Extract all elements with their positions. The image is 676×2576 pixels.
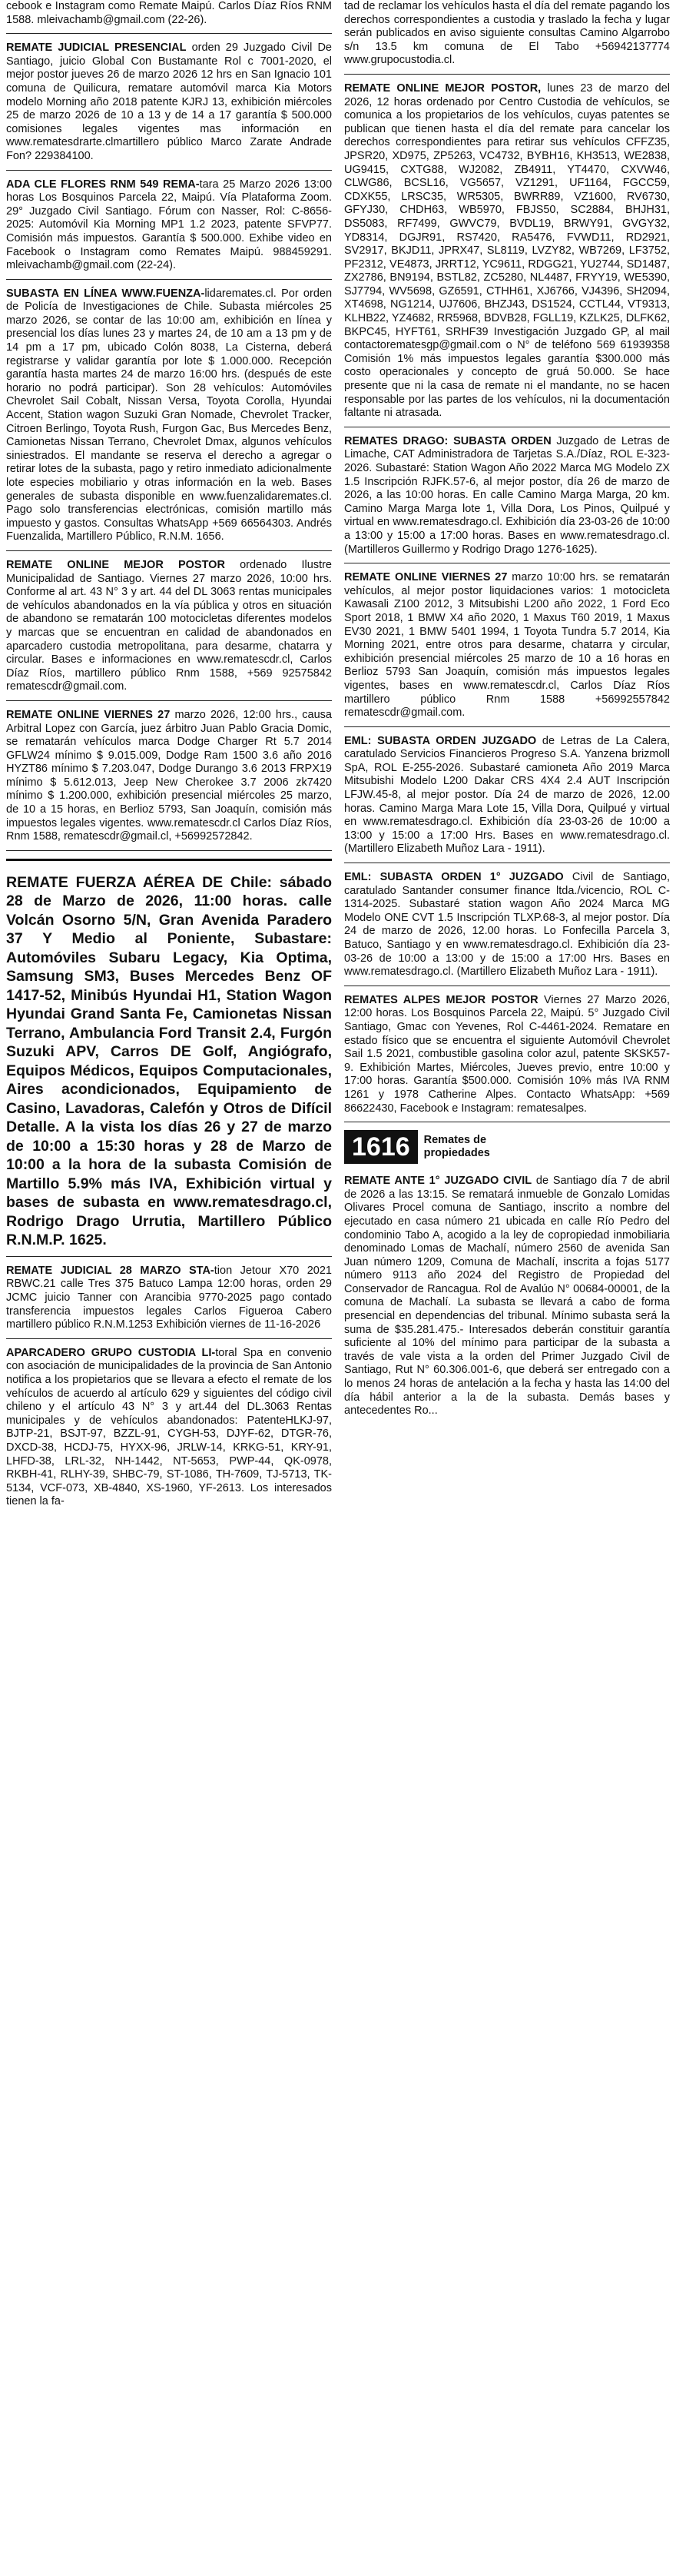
separator <box>6 859 332 861</box>
ad-body: ordenado Ilustre Municipalidad de Santiago. Viernes 27 marzo 2026, 10:00 hrs. Conforme al art. 43 N° 3 y art. 44 del DL 3063 rentas municipales de vehículos abandonados en la vía pública y otros en situación de abandono se rematarán 100 motocicletas diferentes modelos y marcas que se encuentran en calidad de abandonados en aparcadero custodia metropolitana, para desarme, chatarra y circular. Bases e informaciones en www.rematescdr.cl, Carlos Díaz Ríos, martillero público Rnm 1588, +569 92575842 rematescdr@gmail.com. <box>6 558 332 693</box>
section-label <box>424 1134 490 1160</box>
classified-ad-subasta-en-linea <box>6 288 332 551</box>
ad-body: marzo 2026, 12:00 hrs., causa Arbitral Lopez con García, juez árbitro Juan Pablo Gracia Domic, se rematarán vehículos marca Dodge Charger Rt 5.7 2014 GFLW24 mínimo $ 9.015.009, Dodge Ram 1500 3.6 año 2016 HYZT86 mínimo $ 7.203.047, Dodge Durango 3.6 2013 FRPX19 mínimo $ 5.612.013, Jeep New Cherokee 3.7 2006 zk7420 mínimo $ 1.200.000, exhibición presencial miércoles 25 marzo, de 10 a 15 horas, en Berlioz 5793, San Joaquín, comisión más impuestos legales vigentes. www.rematescdr.cl Carlos Díaz Ríos, Rnm 1588, rematescdr@gmail.cl, +56992572842. <box>6 708 332 843</box>
ad-body: sábado 28 de Marzo de 2026, 11:00 horas. calle Volcán Osorno 5/N, Gran Avenida Paradero 37 Y Medio al Poniente, Subastare: Automóviles Subaru Legacy, Kia Optima, Samsung SM3, Buses Mercedes Benz OF 1417-52, Minibús Hyundai H1, Station Wagon Hyundai Grand Santa Fe, Camionetas Nissan Terrano, Ambulancia Ford Transit 2.4, Furgón Suzuki APV, Carros DE Golf, Angiógrafo, Equipos Médicos, Equipos Computacionales, Aires acondicionados, Equipamiento de Casino, Lavadoras, Calefón y Otros de Difícil Detalle. A la vista los días 26 y 27 de marzo de 10:00 a 15:30 horas y 28 de Marzo de 10:00 a la hora de la subasta Comisión de Martillo 5.9% más IVA, Exhibición virtual y bases de subasta en www.rematesdrago.cl, Rodrigo Drago Urrutia, Martillero Público R.N.M.P. 1625. <box>6 873 332 1249</box>
ad-body: de Santiago día 7 de abril de 2026 a las 13:15. Se rematará inmueble de Gonzalo Lomidas Olivares Procel comuna de Santiago, inscrito a nombre del ejecutado en casa número 21 ubicada en calle Río Pedro del condominio Tabo A, acogido a la ley de copropiedad inmobiliaria denominado Lomas de Machalí, número 2560 de avenida San Juan número 1209, Comuna de Machalí, inscrita a fojas 5177 número 9113 año 2024 del Registro de Propiedad del Conservador de Rancagua. Rol de Avalúo N° 00684-00001, de la comuna de Machalí. La subasta se llevará a cabo de forma presencial en dependencias del tribunal. Mínimo subasta será la suma de $35.281.475.- Interesados deberán constituir garantía suficiente al 10% del mínimo para participar de la subasta a través de vale vista a la orden del Primer Juzgado Civil de Santiago, Rut N° 60.306.001-6, que deberá ser entregado con a lo menos 24 horas de antelación a la fecha y hasta las 14:00 del día hábil anterior a la de la subasta. Demás bases y antecedentes Ro... <box>344 1175 670 1418</box>
ad-heading: REMATE ONLINE VIERNES 27 <box>6 708 171 721</box>
classified-ad-remates-drago-limache <box>344 435 670 563</box>
classified-ad-remate-online-lunes-23 <box>344 82 670 427</box>
ad-body: tion Jetour X70 2021 RBWC.21 calle Tres 375 Batuco Lampa 12:00 horas, orden 29 JCMC juicio Tanner con Arancibia 9770-2025 pago contado transferencia impuestos legales Carlos Figueroa Cabero martillero público R.N.M.1253 Exhibición viernes de 11-16-2026 <box>6 1264 333 1331</box>
section-header-remates-propiedades <box>344 1130 670 1164</box>
ad-heading: ADA CLE FLORES RNM 549 REMA- <box>6 178 200 191</box>
classified-ad-remates-alpes <box>344 994 670 1122</box>
classified-ad-remate-maipu-tail <box>6 0 332 34</box>
ad-body: tara 25 Marzo 2026 13:00 horas Los Bosquinos Parcela 22, Maipú. Vía Plataforma Zoom. 29° Juzgado Civil Santiago. Fórum con Nasser, Rol: C-8656-2025: Automóvil Kia Morning MP1 1.2 2023, patente SFVP77. Comisión más impuestos. Garantía $ 500.000. Exhibe video en Facebook o Instagram como Remates Maipú. 988459291. mleivachamb@gmail.com (22-24). <box>6 178 333 272</box>
ad-heading: REMATE JUDICIAL 28 MARZO STA- <box>6 1264 214 1277</box>
ad-heading: SUBASTA EN LÍNEA WWW.FUENZA- <box>6 287 205 300</box>
ad-body: Civil de Santiago, caratulado Santander consumer finance ltda./vicencio, ROL C-1314-2025. Subastaré station wagon Año 2024 Marca MG Modelo ONE CVT 1.5 Inscripción TLXP.68-3, al mejor postor. Día 24 de marzo de 2026, 12.00 horas. Lo Fonfecilla Parcela 3, Batuco, Santiago y en www.rematesdrago.cl. Exhibición día 23-03-26 de 10:00 a 13:00 y de 15:00 a 17:00 Hrs. Bases en www.rematesdrago.cl. (Martillero Elizabeth Muñoz Lara - 1911). <box>344 871 670 979</box>
ad-body: orden 29 Juzgado Civil De Santiago, juicio Global Con Bustamante Rol c 7001-2020, el mejor postor jueves 26 de marzo 2026 12 hrs en San Ignacio 101 comuna de Quilicura, rematare automóvil marca Kia Motors modelo Morning año 2018 patente KJRJ 13, exhibición miércoles 25 de marzo 2026 de 10 a 13 y de 14 a 17 garantía $ 500.000 comisiones legales vigentes mas información en www.rematesdrarte.clmartillero público Marco Zarate Andrade Fon? 229384100. <box>6 42 332 162</box>
classified-ad-eml-la-calera <box>344 735 670 863</box>
left-column <box>6 0 332 1523</box>
ad-body: cebook e Instagram como Remate Maipú. Carlos Díaz Ríos RNM 1588. mleivachamb@gmail.com (22-26). <box>6 0 332 26</box>
ad-body: de Letras de La Calera, caratulado Servicios Financieros Progreso S.A. Yanzena brizmoll SpA, ROL E-255-2026. Subastaré camioneta Año 2019 Marca Mitsubishi Modelo L200 Dakar CRS 4X4 2.4 AUT Inscripción LFJW.45-8, al mejor postor. Día 24 de marzo de 2026, 12.00 horas. Camino Marga Mara Lote 15, Villa Dora, Quilpué y virtual en www.rematesdrago.cl. Exhibición día 23-03-26 de 10:00 a 13:00 y 15:00 a 17:00 Hrs. Bases en www.rematesdrago.cl. (Martillero Elizabeth Muñoz Lara - 1911). <box>344 734 671 856</box>
ad-heading: REMATE ONLINE MEJOR POSTOR <box>6 558 225 571</box>
ad-heading: REMATE ANTE 1° JUZGADO CIVIL <box>344 1175 532 1188</box>
ad-heading: REMATES ALPES MEJOR POSTOR <box>344 993 538 1006</box>
ad-body: lidaremates.cl. Por orden de Policía de Investigaciones de Chile. Subasta miércoles 25 marzo 2026, se contar de las 10:00 am, exhibición en línea y presencial los días lunes 23 y martes 24, de 10 am a 13 pm y de 14 pm a 17 pm, ubicado Colón 8038, La Cisterna, deberá registrarse y validar garantía por lote $ 1.000.000. Recepción garantía hasta martes 24 de marzo 16:00 hrs. (después de este horario no podrá participar). Son 28 vehículos: Automóviles Chevrolet Sail Cobalt, Nissan Versa, Toyota Corolla, Hyundai Accent, Station wagon Suzuki Gran Nomade, Chevrolet Tracker, Citroen Berlingo, Toyota Rush, Furgon Gac, Bus Mercedes Benz, Camionetas Nissan Terrano, Chevrolet Dmax, algunos vehículos siniestrados. El mandante se reserva el derecho a agregar o retirar lotes de la subasta, pago y retiro inmediato adicionalmente lote especies mobiliario y otras información en la web. Bases generales de subasta disponible en www.fuenzalidaremates.cl. Pago solo transferencias electrónicas, comisión martillo más impuesto y gastos. Consultas WhatsApp +569 66564303. Andrés Fuenzalida, Martillero Público, R.N.M. 1656. <box>6 287 333 543</box>
ad-heading: REMATES DRAGO: SUBASTA ORDEN <box>344 434 552 447</box>
section-label-line1: Remates de <box>423 1134 487 1147</box>
ad-heading: REMATE JUDICIAL PRESENCIAL <box>6 42 187 55</box>
ad-heading: REMATE FUERZA AÉREA DE Chile: <box>6 873 273 891</box>
classified-ad-ada-cle-flores <box>6 178 332 280</box>
ad-body: marzo 10:00 hrs. se rematarán vehículos, al mejor postor liquidaciones varios: 1 motocicleta Kawasali Z100 2012, 3 Mitsubishi L200 año 2022, 1 Ford Eco Sport 2018, 1 BMW X4 año 2020, 1 Maxus T60 2019, 1 Maxus EV30 2021, 1 BMW 5401 1994, 1 Toyota Tundra 5.7 2014, Kia Morning 2021, entre otros para desarme, chatarra y circular, exhibición presencial miércoles 25 marzo de 10 a 16 horas en Berlioz 5793 San Joaquín, comisión más impuestos legales vigentes, bases en www.rematescdr.cl, Carlos Díaz Ríos martillero público Rnm 1588 +56992557842 rematescdr@gmail.com. <box>344 571 670 720</box>
ad-heading: REMATE ONLINE VIERNES 27 <box>344 571 508 584</box>
ad-heading: APARCADERO GRUPO CUSTODIA LI- <box>6 1346 216 1359</box>
right-column <box>344 0 670 1432</box>
classified-ad-remate-primer-juzgado-inmueble <box>344 1175 670 1424</box>
section-number: 1616 <box>344 1130 418 1164</box>
classified-ad-remate-judicial-presencial <box>6 42 332 170</box>
ad-body: Juzgado de Letras de Limache, CAT Administradora de Tarjetas S.A./Díaz, ROL E-323-2026. Subastaré: Station Wagon Año 2022 Marca MG Modelo ZX 1.5 Inscripción RJFK.57-6, al mejor postor, día 26 de marzo de 2026, a las 10:00 horas. En calle Camino Marga Marga, 20 km. Camino Marga Marga lote 1, Villa Dora, Los Pinos, Quilpué y virtual en www.rematesdrago.cl. Exhibición día 23-03-26 de 10:00 a 13:00 y 15:00 a 17:00 horas. Bases en www.rematesdrago.cl. (Martilleros Guillermo y Rodrigo Drago 1276-1625). <box>344 434 670 556</box>
classified-ad-remate-judicial-28-marzo <box>6 1265 332 1339</box>
ad-body: toral Spa en convenio con asociación de municipalidades de la provincia de San Antonio notifica a los propietarios que se llevara a efecto el remate de los vehículos de acuerdo al artículo 629 y siguientes del código civil chileno y el artículo 43 N° 3 y art.44 del DL.3063 Rentas municipales y de vehículos abandonados: PatenteHLKJ-97, BJTP-21, BSJT-97, BZZL-91, CYGH-53, DJYF-62, DTGR-76, DXCD-38, HCDJ-75, HYXX-96, JRLW-14, KRKG-51, KRY-91, LHFD-38, LRL-32, NH-1442, NT-5653, PWP-44, QK-0978, RKBH-41, RLHY-39, SHBC-79, ST-1086, TH-7609, TJ-5713, TK-5134, VCF-073, XB-4840, XS-1960, YF-2613. Los interesados tienen la fa- <box>6 1346 333 1508</box>
section-label-line2: propiedades <box>423 1147 490 1160</box>
ad-heading: REMATE ONLINE MEJOR POSTOR, <box>344 81 542 95</box>
classified-ad-remate-online-viernes-27 <box>6 709 332 851</box>
classified-ad-fuerza-aerea <box>6 869 332 1257</box>
ad-heading: EML: SUBASTA ORDEN 1° JUZGADO <box>344 871 564 884</box>
ad-body: tad de reclamar los vehículos hasta el día del remate pagando los derechos correspondientes a custodia y traslado la fecha y lugar serán publicados en aviso siguiente consultas Camino Algarrobo s/n 13.5 km comuna de El Tabo +56942137774 www.grupocustodia.cl. <box>344 0 670 67</box>
classified-ad-grupo-custodia-tail <box>344 0 670 75</box>
classified-ad-aparcadero-grupo-custodia <box>6 1347 332 1515</box>
ad-body: Viernes 27 Marzo 2026, 12:00 horas. Los Bosquinos Parcela 22, Maipú. 5° Juzgado Civil Santiago, Gmac con Yevenes, Rol C-4461-2024. Rematare en estado físico que se encuentra el siguiente Automóvil Chevrolet Sail 1.5 2021, combustible gasolina color azul, patente SKSK57-9. Exhibición Martes, Miércoles, Jueves previo, entre 10:00 y 17:00 horas. Garantía $500.000. Comisión 10% más IVA RNM 1261 y 1978 Catherine Alpes. Contacto WhatsApp: +569 86622430, Facebook e Instagram: rematesalpes. <box>344 993 670 1115</box>
classified-ad-remate-online-viernes-27-liquidaciones <box>344 571 670 727</box>
ad-body: lunes 23 de marzo del 2026, 12 horas ordenado por Centro Custodia de vehículos, se comunica a los propietarios de los vehículos, cuyas patentes se publican que tienen hasta el día del remate para cancelar los derechos correspondientes para retirar sus vehículos CFFZ35, JPSR20, XD975, ZP5263, VC4732, BYBH16, KH3513, WE2838, UG9415, CXTG88, WJ2082, ZB4911, YT4470, CXVW46, CLWG86, BCSL16, VG5657, VZ1291, UF1164, FGCC59, CDXK55, LRSC35, WR5305, BWRR89, VZ1600, RV6730, GFYJ30, CHDH63, WB5970, FBJS50, SC2884, BHJH31, DS5083, RF7499, GWVC79, BVDL19, BRWY91, GVGY32, YD8314, DGJR91, RS7420, RA5476, FVWD11, RD2921, SV2917, BKJD11, JPRX47, SL8119, LVZY82, WB7269, LF3752, PF2312, VE4873, JRRT12, YC9611, RDGG21, YU2744, SD1487, ZX2786, BN9194, BSTL82, ZC5280, NL4487, FRYY19, WE5390, SJ7794, WV5698, GZ6591, CTHH61, XJ6766, VJ4396, SH2094, XT4698, NG1214, UJ7606, BHZJ43, DS1524, CCTL44, VT9313, KLHB22, YZ4682, RR5968, BDVB28, FGLL19, KZLK25, DLFK62, BKPC45, HYFT61, SRHF39 Investigación Juzgado GP, al mail contactorematesgp@gmail.com o N° de teléfono 569 61939358 Comisión 1% más impuestos legales garantía $300.000 más costo operacionales y concepto de gruá 50.000. Se hace presente que ni la casa de remate ni el mandante, no se hacen responsable por las partes de los vehículos, ni la documentación faltante ni atrasada. <box>344 81 670 420</box>
ad-heading: EML: SUBASTA ORDEN JUZGADO <box>344 734 537 747</box>
classified-ad-remate-online-mejor-postor <box>6 559 332 701</box>
classified-ad-eml-primer-juzgado <box>344 871 670 986</box>
